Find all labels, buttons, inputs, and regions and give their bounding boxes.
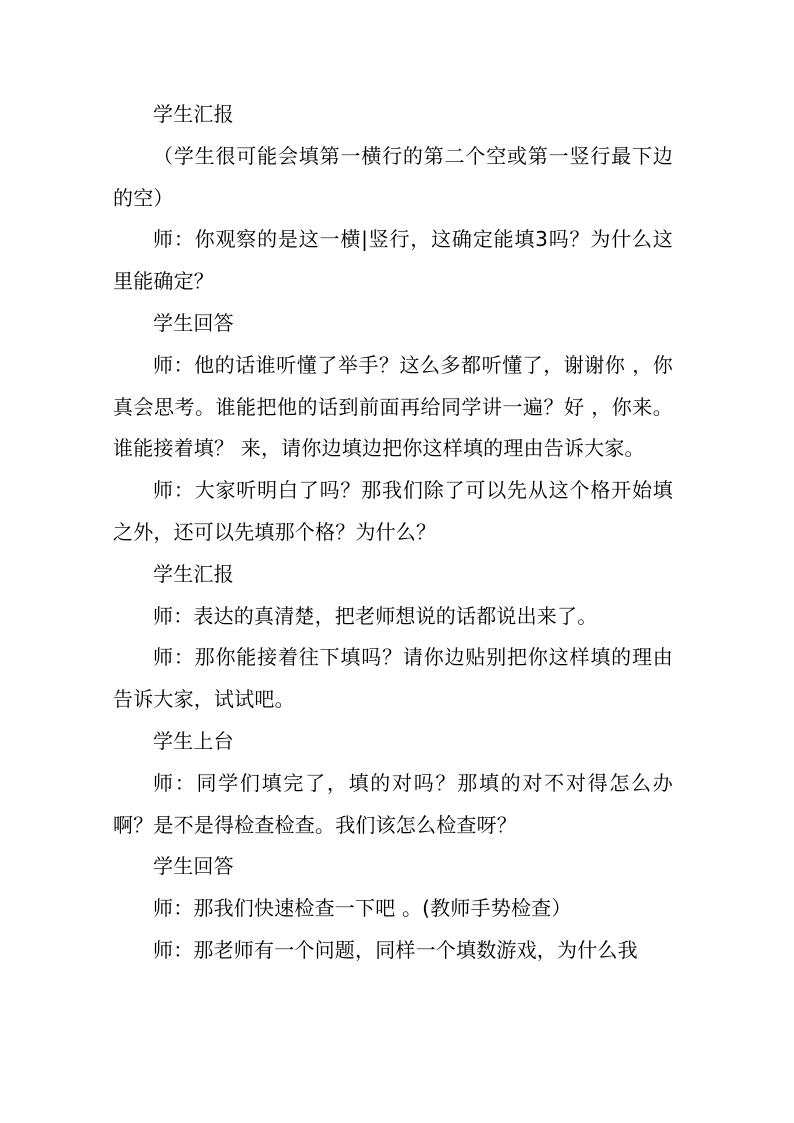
paragraph-teacher-comment: 师：表达的真清楚，把老师想说的话都说出来了。: [153, 603, 598, 628]
paragraph-teacher-invite: 师：那你能接着往下填吗？请你边贴别把你这样填的理由告诉大家，试试吧。: [113, 645, 673, 712]
paragraph-student-answer-1: 学生回答: [153, 310, 234, 335]
paragraph-teacher-praise: 师：他的话谁听懂了举手？这么多都听懂了，谢谢你 ，你真会思考。谁能把他的话到前面再给同学讲一遍？好 ，你来。 谁能接着填？ 来，请你边填边把你这样填的理由告诉大家。: [113, 352, 673, 461]
paragraph-teacher-question-1: 师：你观察的是这一横|竖行，这确定能填3吗？为什么这里能确定？: [113, 227, 673, 294]
paragraph-student-report-2: 学生汇报: [153, 561, 234, 586]
paragraph-teacher-quick-check: 师：那我们快速检查一下吧 。(教师手势检查）: [153, 896, 572, 921]
document-body: [113, 94, 673, 972]
paragraph-stage-note: （学生很可能会填第一横行的第二个空或第一竖行最下边的空）: [113, 143, 673, 210]
paragraph-student-on-stage: 学生上台: [153, 728, 234, 753]
paragraph-student-answer-2: 学生回答: [153, 854, 234, 879]
paragraph-teacher-question-2: 师：大家听明白了吗？那我们除了可以先从这个格开始填之外，还可以先填那个格？为什么？: [113, 478, 673, 544]
paragraph-teacher-check: 师：同学们填完了，填的对吗？那填的对不对得怎么办啊？是不是得检查检查。我们该怎么检查呀？: [113, 770, 673, 837]
paragraph-student-report-1: 学生汇报: [153, 102, 234, 126]
paragraph-teacher-final-question: 师：那老师有一个问题，同样一个填数游戏，为什么我: [153, 937, 638, 962]
